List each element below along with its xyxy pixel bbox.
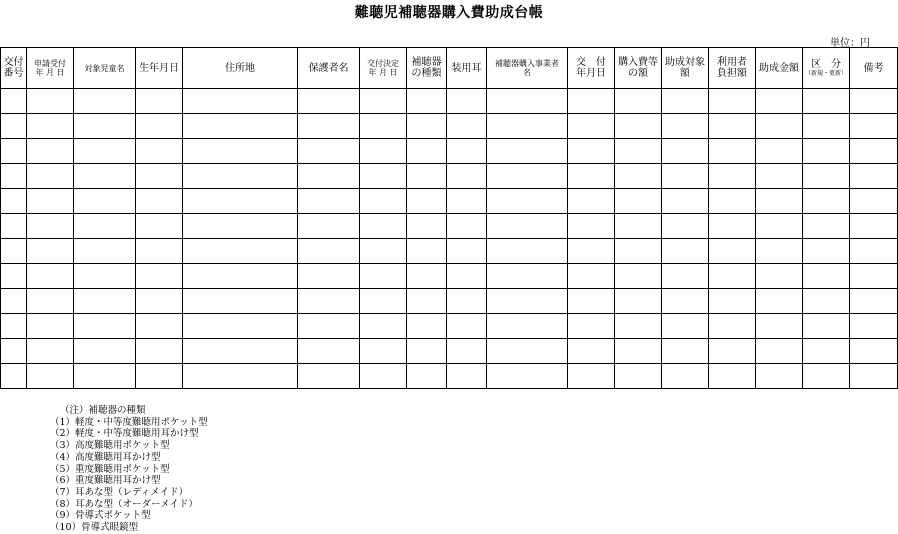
table-cell[interactable] [360, 239, 407, 264]
header-category [803, 48, 850, 89]
header-issue-no: 交付 番号 [1, 48, 27, 89]
table-cell[interactable] [298, 364, 360, 389]
table-cell[interactable] [74, 189, 136, 214]
table-cell[interactable] [568, 364, 615, 389]
table-cell[interactable] [662, 214, 709, 239]
table-cell[interactable] [360, 289, 407, 314]
table-cell[interactable] [298, 239, 360, 264]
table-cell[interactable] [803, 264, 850, 289]
table-cell[interactable] [615, 239, 662, 264]
table-cell[interactable] [756, 164, 803, 189]
table-cell[interactable] [850, 264, 898, 289]
table-cell[interactable] [803, 114, 850, 139]
notes-list [50, 417, 208, 534]
table-cell[interactable] [568, 239, 615, 264]
table-cell[interactable] [27, 214, 74, 239]
table-cell[interactable] [27, 339, 74, 364]
table-cell[interactable] [74, 164, 136, 189]
table-cell[interactable] [615, 314, 662, 339]
table-cell[interactable] [27, 364, 74, 389]
table-cell[interactable] [1, 89, 27, 114]
table-cell[interactable] [850, 189, 898, 214]
table-cell[interactable] [447, 89, 487, 114]
table-cell[interactable] [803, 214, 850, 239]
table-cell[interactable] [136, 189, 183, 214]
header-child-name: 対象児童名 [74, 48, 136, 89]
page-title: 難聴児補聴器購入費助成台帳 [354, 5, 544, 21]
table-cell[interactable] [850, 214, 898, 239]
table-cell[interactable] [615, 114, 662, 139]
table-cell[interactable] [27, 314, 74, 339]
table-cell[interactable] [803, 339, 850, 364]
table-cell[interactable] [568, 189, 615, 214]
table-cell[interactable] [615, 189, 662, 214]
table-cell[interactable] [447, 314, 487, 339]
table-cell[interactable] [447, 214, 487, 239]
table-cell[interactable] [407, 314, 447, 339]
table-cell[interactable] [1, 139, 27, 164]
table-cell[interactable] [298, 114, 360, 139]
table-cell[interactable] [850, 289, 898, 314]
table-cell[interactable] [803, 164, 850, 189]
table-cell[interactable] [407, 164, 447, 189]
table-cell[interactable] [360, 164, 407, 189]
table-cell[interactable] [568, 314, 615, 339]
table-cell[interactable] [850, 339, 898, 364]
note-item: （3）高度難聴用ポケット型 [50, 440, 170, 452]
table-cell[interactable] [183, 114, 298, 139]
header-category-sub: （新規・更新） [804, 70, 847, 77]
table-cell[interactable] [1, 339, 27, 364]
table-row [1, 264, 898, 289]
table-cell[interactable] [487, 364, 568, 389]
header-eligible-amount: 助成対象 額 [662, 48, 709, 89]
table-cell[interactable] [74, 114, 136, 139]
table-cell[interactable] [487, 289, 568, 314]
table-cell[interactable] [407, 264, 447, 289]
table-cell[interactable] [709, 314, 756, 339]
table-cell[interactable] [27, 164, 74, 189]
notes-title: （注）補聴器の種類 [60, 405, 146, 416]
table-cell[interactable] [407, 289, 447, 314]
table-cell[interactable] [662, 339, 709, 364]
table-cell[interactable] [27, 264, 74, 289]
table-cell[interactable] [662, 264, 709, 289]
table-row [1, 314, 898, 339]
table-row [1, 364, 898, 389]
table-row [1, 139, 898, 164]
table-cell[interactable] [74, 239, 136, 264]
ledger-table [0, 47, 898, 389]
table-cell[interactable] [487, 114, 568, 139]
table-cell[interactable] [662, 139, 709, 164]
table-cell[interactable] [615, 214, 662, 239]
table-cell[interactable] [136, 89, 183, 114]
table-cell[interactable] [662, 89, 709, 114]
table-cell[interactable] [74, 314, 136, 339]
table-cell[interactable] [183, 314, 298, 339]
table-cell[interactable] [298, 164, 360, 189]
table-cell[interactable] [568, 114, 615, 139]
table-cell[interactable] [183, 339, 298, 364]
header-category-label: 区 分 [811, 59, 841, 70]
note-item: （1）軽度・中等度難聴用ポケット型 [50, 416, 208, 428]
header-guardian-name: 保護者名 [298, 48, 360, 89]
note-item: （6）重度難聴用耳かけ型 [50, 475, 161, 487]
table-cell[interactable] [1, 114, 27, 139]
table-cell[interactable] [487, 139, 568, 164]
table-cell[interactable] [136, 139, 183, 164]
table-cell[interactable] [756, 364, 803, 389]
ledger-body [1, 89, 898, 389]
table-cell[interactable] [74, 339, 136, 364]
table-cell[interactable] [615, 339, 662, 364]
table-row [1, 239, 898, 264]
table-cell[interactable] [447, 239, 487, 264]
header-device-type: 補聴器 の種類 [407, 48, 447, 89]
table-cell[interactable] [803, 139, 850, 164]
table-cell[interactable] [183, 289, 298, 314]
table-cell[interactable] [850, 164, 898, 189]
table-cell[interactable] [568, 339, 615, 364]
note-item: （10）骨導式眼鏡型 [50, 522, 139, 534]
table-cell[interactable] [183, 189, 298, 214]
table-cell[interactable] [756, 314, 803, 339]
note-item: （8）耳あな型（オーダーメイド） [50, 498, 198, 510]
table-cell[interactable] [615, 264, 662, 289]
table-cell[interactable] [756, 114, 803, 139]
table-cell[interactable] [183, 164, 298, 189]
table-cell[interactable] [27, 89, 74, 114]
table-cell[interactable] [803, 314, 850, 339]
table-cell[interactable] [803, 289, 850, 314]
table-cell[interactable] [360, 264, 407, 289]
table-cell[interactable] [27, 239, 74, 264]
header-remarks: 備考 [850, 48, 898, 89]
table-cell[interactable] [27, 189, 74, 214]
table-cell[interactable] [298, 289, 360, 314]
table-cell[interactable] [803, 189, 850, 214]
table-cell[interactable] [1, 164, 27, 189]
table-cell[interactable] [803, 89, 850, 114]
table-cell[interactable] [298, 189, 360, 214]
table-cell[interactable] [1, 364, 27, 389]
table-cell[interactable] [662, 164, 709, 189]
table-row [1, 89, 898, 114]
table-cell[interactable] [136, 264, 183, 289]
table-cell[interactable] [709, 89, 756, 114]
table-cell[interactable] [850, 139, 898, 164]
note-item: （5）重度難聴用ポケット型 [50, 463, 170, 475]
table-cell[interactable] [136, 239, 183, 264]
table-cell[interactable] [709, 189, 756, 214]
table-cell[interactable] [298, 139, 360, 164]
header-issue-date: 交 付 年月日 [568, 48, 615, 89]
table-cell[interactable] [407, 139, 447, 164]
table-cell[interactable] [662, 114, 709, 139]
table-cell[interactable] [709, 214, 756, 239]
table-row [1, 164, 898, 189]
table-cell[interactable] [756, 239, 803, 264]
table-cell[interactable] [407, 114, 447, 139]
table-cell[interactable] [407, 364, 447, 389]
table-cell[interactable] [709, 289, 756, 314]
table-cell[interactable] [756, 339, 803, 364]
table-cell[interactable] [1, 189, 27, 214]
table-cell[interactable] [756, 89, 803, 114]
header-birth-date: 生年月日 [136, 48, 183, 89]
note-item: （7）耳あな型（レディメイド） [50, 486, 189, 498]
table-cell[interactable] [756, 289, 803, 314]
table-row [1, 339, 898, 364]
header-grant-amount: 助成金額 [756, 48, 803, 89]
table-cell[interactable] [183, 139, 298, 164]
table-cell[interactable] [756, 214, 803, 239]
table-cell[interactable] [709, 239, 756, 264]
table-cell[interactable] [850, 314, 898, 339]
table-cell[interactable] [360, 214, 407, 239]
table-row [1, 289, 898, 314]
table-cell[interactable] [1, 239, 27, 264]
table-cell[interactable] [662, 314, 709, 339]
table-cell[interactable] [136, 214, 183, 239]
table-cell[interactable] [850, 239, 898, 264]
table-cell[interactable] [709, 339, 756, 364]
table-cell[interactable] [662, 189, 709, 214]
table-cell[interactable] [850, 114, 898, 139]
table-row [1, 114, 898, 139]
table-cell[interactable] [447, 114, 487, 139]
table-cell[interactable] [568, 214, 615, 239]
table-cell[interactable] [615, 364, 662, 389]
table-cell[interactable] [447, 339, 487, 364]
header-ear: 装用耳 [447, 48, 487, 89]
table-cell[interactable] [183, 214, 298, 239]
table-cell[interactable] [360, 139, 407, 164]
table-cell[interactable] [27, 139, 74, 164]
table-cell[interactable] [407, 189, 447, 214]
table-cell[interactable] [487, 264, 568, 289]
table-cell[interactable] [756, 139, 803, 164]
table-cell[interactable] [183, 239, 298, 264]
table-cell[interactable] [74, 139, 136, 164]
table-cell[interactable] [360, 89, 407, 114]
table-cell[interactable] [662, 239, 709, 264]
table-cell[interactable] [298, 314, 360, 339]
table-cell[interactable] [709, 139, 756, 164]
table-cell[interactable] [74, 289, 136, 314]
table-cell[interactable] [803, 239, 850, 264]
header-user-burden: 利用者 負担額 [709, 48, 756, 89]
table-cell[interactable] [568, 164, 615, 189]
note-item: （9）骨導式ポケット型 [50, 510, 151, 522]
table-cell[interactable] [447, 364, 487, 389]
table-cell[interactable] [487, 214, 568, 239]
table-cell[interactable] [447, 289, 487, 314]
note-item: （4）高度難聴用耳かけ型 [50, 451, 161, 463]
table-cell[interactable] [74, 264, 136, 289]
note-item: （2）軽度・中等度難聴用耳かけ型 [50, 428, 199, 440]
table-cell[interactable] [487, 339, 568, 364]
header-decision-date: 交付決定 年 月 日 [360, 48, 407, 89]
table-cell[interactable] [447, 189, 487, 214]
table-cell[interactable] [407, 339, 447, 364]
table-cell[interactable] [298, 214, 360, 239]
table-cell[interactable] [360, 114, 407, 139]
table-cell[interactable] [407, 89, 447, 114]
table-cell[interactable] [756, 189, 803, 214]
table-cell[interactable] [709, 114, 756, 139]
table-cell[interactable] [709, 264, 756, 289]
header-vendor-name: 補聴器購入事業者 名 [487, 48, 568, 89]
table-cell[interactable] [136, 364, 183, 389]
table-cell[interactable] [183, 89, 298, 114]
table-cell[interactable] [487, 314, 568, 339]
table-cell[interactable] [1, 289, 27, 314]
header-row [1, 48, 898, 89]
table-cell[interactable] [756, 264, 803, 289]
table-cell[interactable] [1, 314, 27, 339]
table-cell[interactable] [360, 339, 407, 364]
table-cell[interactable] [74, 89, 136, 114]
table-cell[interactable] [487, 239, 568, 264]
table-cell[interactable] [615, 139, 662, 164]
table-cell[interactable] [1, 264, 27, 289]
table-cell[interactable] [447, 164, 487, 189]
table-cell[interactable] [615, 89, 662, 114]
table-cell[interactable] [850, 364, 898, 389]
table-cell[interactable] [360, 314, 407, 339]
table-cell[interactable] [615, 164, 662, 189]
table-cell[interactable] [183, 364, 298, 389]
table-cell[interactable] [136, 339, 183, 364]
header-purchase-amount: 購入費等 の額 [615, 48, 662, 89]
table-cell[interactable] [568, 89, 615, 114]
header-application-date: 申請受付 年 月 日 [27, 48, 74, 89]
header-address: 住所地 [183, 48, 298, 89]
table-cell[interactable] [136, 314, 183, 339]
table-cell[interactable] [487, 89, 568, 114]
table-cell[interactable] [662, 364, 709, 389]
table-cell[interactable] [803, 364, 850, 389]
table-cell[interactable] [298, 89, 360, 114]
table-cell[interactable] [74, 214, 136, 239]
table-cell[interactable] [487, 189, 568, 214]
table-cell[interactable] [27, 114, 74, 139]
table-cell[interactable] [298, 339, 360, 364]
table-cell[interactable] [662, 289, 709, 314]
table-cell[interactable] [709, 364, 756, 389]
table-cell[interactable] [447, 264, 487, 289]
table-row [1, 214, 898, 239]
unit-label: 単位：円 [830, 38, 870, 49]
table-cell[interactable] [568, 264, 615, 289]
table-row [1, 189, 898, 214]
table-cell[interactable] [709, 164, 756, 189]
table-cell[interactable] [298, 264, 360, 289]
table-cell[interactable] [850, 89, 898, 114]
table-cell[interactable] [407, 239, 447, 264]
table-cell[interactable] [568, 289, 615, 314]
table-cell[interactable] [360, 364, 407, 389]
table-cell[interactable] [183, 264, 298, 289]
table-cell[interactable] [360, 189, 407, 214]
table-cell[interactable] [136, 289, 183, 314]
table-cell[interactable] [74, 364, 136, 389]
table-cell[interactable] [615, 289, 662, 314]
notes [50, 405, 208, 534]
table-cell[interactable] [487, 164, 568, 189]
table-cell[interactable] [568, 139, 615, 164]
table-cell[interactable] [447, 139, 487, 164]
table-cell[interactable] [27, 289, 74, 314]
table-cell[interactable] [1, 214, 27, 239]
table-cell[interactable] [136, 114, 183, 139]
table-cell[interactable] [407, 214, 447, 239]
table-cell[interactable] [136, 164, 183, 189]
